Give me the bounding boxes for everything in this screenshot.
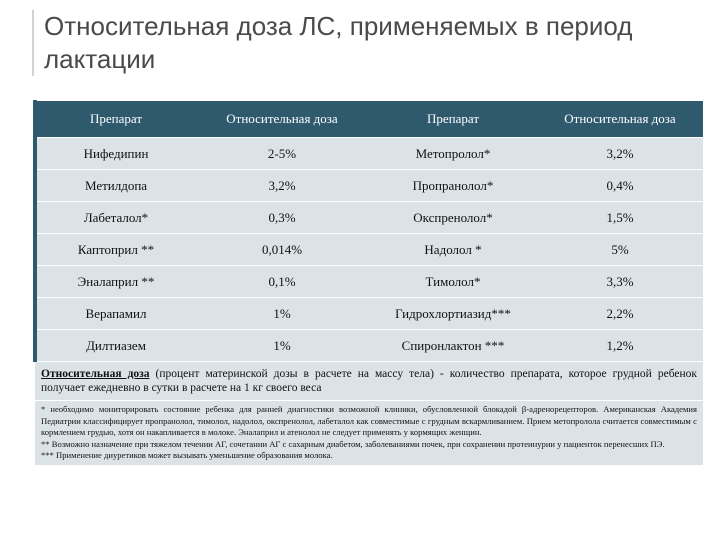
dose-cell: 3,2% xyxy=(195,170,369,202)
table-row xyxy=(35,138,703,170)
footnote-1: * необходимо мониторировать состояние ребенка для ранней диагностики возможной клиники, обусловленной блокадой β-адренорецепторов. Американская Академия Педиатрии классифицирует пропранолол, тимолол, надолол, окспренолол, лабеталол как совместимые с грудным вскармливанием. Прием метопролола считается совместимым с кормлением грудью, хотя он накапливается в молоке. Эналаприл и атенолол не следует применять у кормящих женщин. xyxy=(41,404,697,438)
drug-cell: Окспренолол* xyxy=(369,202,537,234)
drug-cell: Эналаприл ** xyxy=(35,266,195,298)
dose-cell: 1,2% xyxy=(537,330,703,362)
table-row xyxy=(35,298,703,330)
dose-cell: 2-5% xyxy=(195,138,369,170)
drug-cell: Пропранолол* xyxy=(369,170,537,202)
table-header-row xyxy=(35,101,703,138)
footnotes xyxy=(35,401,703,465)
drug-cell: Верапамил xyxy=(35,298,195,330)
definition-term: Относительная доза xyxy=(41,368,150,380)
footnote-2: ** Возможно назначение при тяжелом течении АГ, сочетании АГ с сахарным диабетом, заболеваниями почек, при сохранении протеинурии у пациенток перенесших ПЭ. xyxy=(41,438,665,449)
drug-cell: Тимолол* xyxy=(369,266,537,298)
drug-cell: Лабеталол* xyxy=(35,202,195,234)
table-row xyxy=(35,330,703,362)
dose-cell: 0,014% xyxy=(195,234,369,266)
page-title: Относительная доза ЛС, применяемых в период лактации xyxy=(44,11,633,74)
footnote-3: *** Применение диуретиков может вызывать уменьшение образования молока. xyxy=(41,450,333,461)
table-row xyxy=(35,266,703,298)
dose-cell: 0,1% xyxy=(195,266,369,298)
drug-cell: Надолол * xyxy=(369,234,537,266)
definition-row xyxy=(35,362,703,401)
drug-cell: Нифедипин xyxy=(35,138,195,170)
dose-cell: 3,3% xyxy=(537,266,703,298)
footnotes-row xyxy=(35,401,703,465)
drug-cell: Спиронлактон *** xyxy=(369,330,537,362)
drug-cell: Каптоприл ** xyxy=(35,234,195,266)
dose-table xyxy=(33,100,703,465)
dose-cell: 5% xyxy=(537,234,703,266)
dose-cell: 0,4% xyxy=(537,170,703,202)
dose-cell: 3,2% xyxy=(537,138,703,170)
dose-cell: 0,3% xyxy=(195,202,369,234)
header-dose-2: Относительная доза xyxy=(537,101,703,138)
dose-cell: 1,5% xyxy=(537,202,703,234)
drug-cell: Метопролол* xyxy=(369,138,537,170)
drug-cell: Дилтиазем xyxy=(35,330,195,362)
drug-cell: Метилдопа xyxy=(35,170,195,202)
table-row xyxy=(35,234,703,266)
drug-cell: Гидрохлортиазид*** xyxy=(369,298,537,330)
dose-cell: 1% xyxy=(195,298,369,330)
header-drug-1: Препарат xyxy=(35,101,195,138)
header-dose-1: Относительная доза xyxy=(195,101,369,138)
definition-text: (процент материнской дозы в расчете на массу тела) - количество препарата, которое грудной ребенок получает ежедневно в сутки в расчете на 1 кг своего веса xyxy=(41,368,697,394)
table-row xyxy=(35,170,703,202)
table-row xyxy=(35,202,703,234)
definition-note xyxy=(35,362,703,401)
header-drug-2: Препарат xyxy=(369,101,537,138)
dose-cell: 2,2% xyxy=(537,298,703,330)
title-block xyxy=(32,10,704,76)
dose-cell: 1% xyxy=(195,330,369,362)
